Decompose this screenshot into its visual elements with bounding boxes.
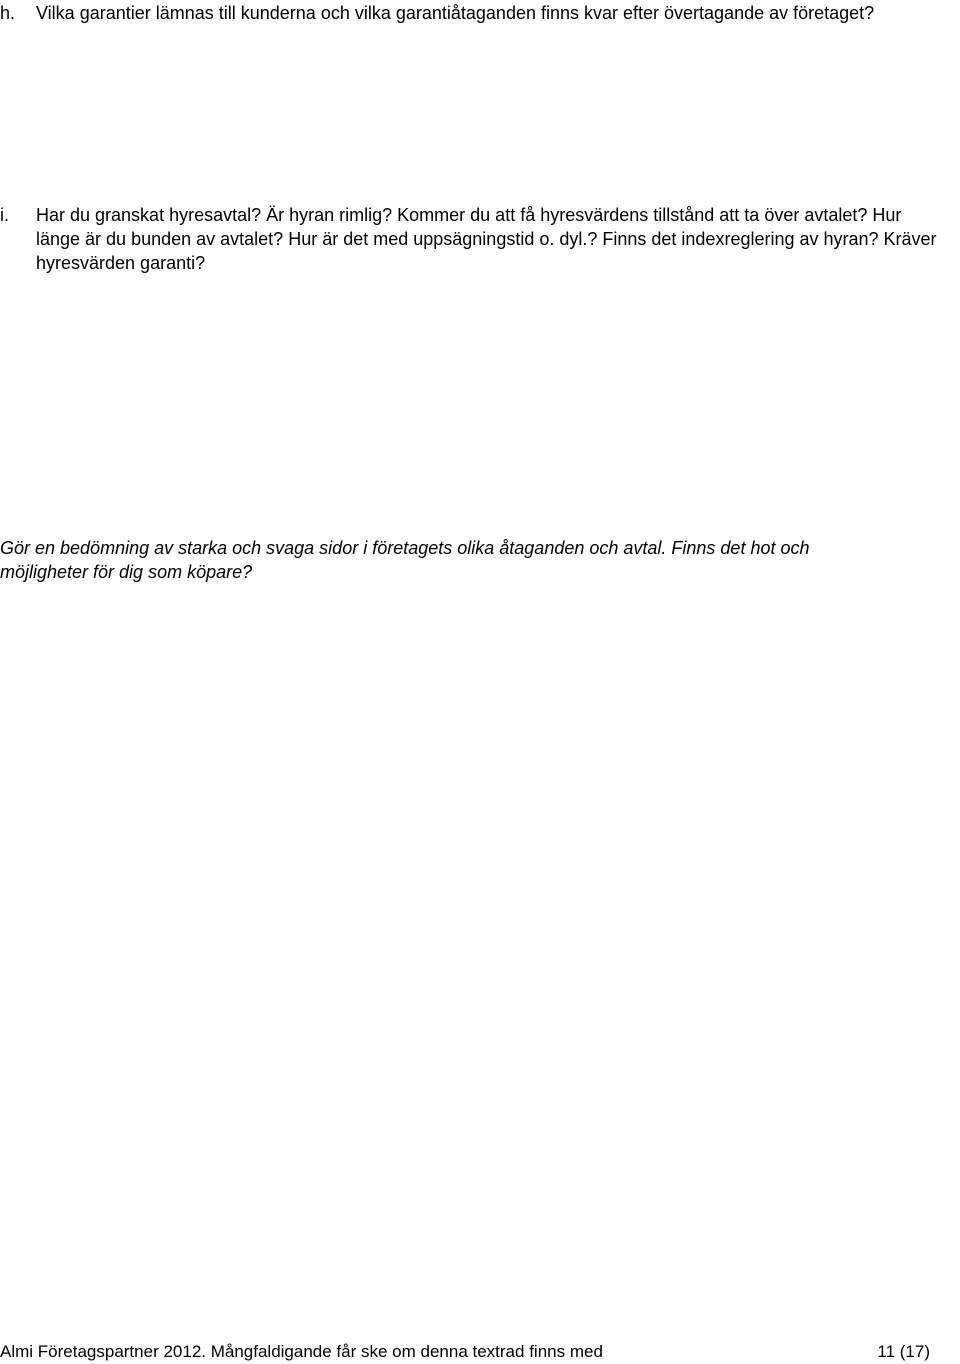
- question-item-i: [0, 203, 945, 275]
- assessment-instruction-line-1: Gör en bedömning av starka och svaga sidor i företagets olika åtaganden och avtal. Finns det hot och: [0, 538, 810, 558]
- footer-copyright: Almi Företagspartner 2012. Mångfaldigande får ske om denna textrad finns med: [0, 1342, 603, 1361]
- question-marker: i.: [0, 205, 9, 225]
- question-marker: h.: [0, 3, 16, 23]
- page-number: 11 (17): [877, 1342, 930, 1361]
- question-item-h: [0, 1, 945, 25]
- question-text: Vilka garantier lämnas till kunderna och vilka garantiåtaganden finns kvar efter övertagande av företaget?: [36, 3, 875, 23]
- assessment-instruction: [0, 536, 945, 584]
- question-text: Har du granskat hyresavtal? Är hyran rimlig? Kommer du att få hyresvärdens tillstånd att ta över avtalet? Hur länge är du bunden av avtalet? Hur är det med uppsägningstid o. dyl.? Finns det indexreglering av hyran? Kräver hyresvärden garanti?: [36, 205, 937, 273]
- assessment-instruction-line-2: möjligheter för dig som köpare?: [0, 562, 253, 582]
